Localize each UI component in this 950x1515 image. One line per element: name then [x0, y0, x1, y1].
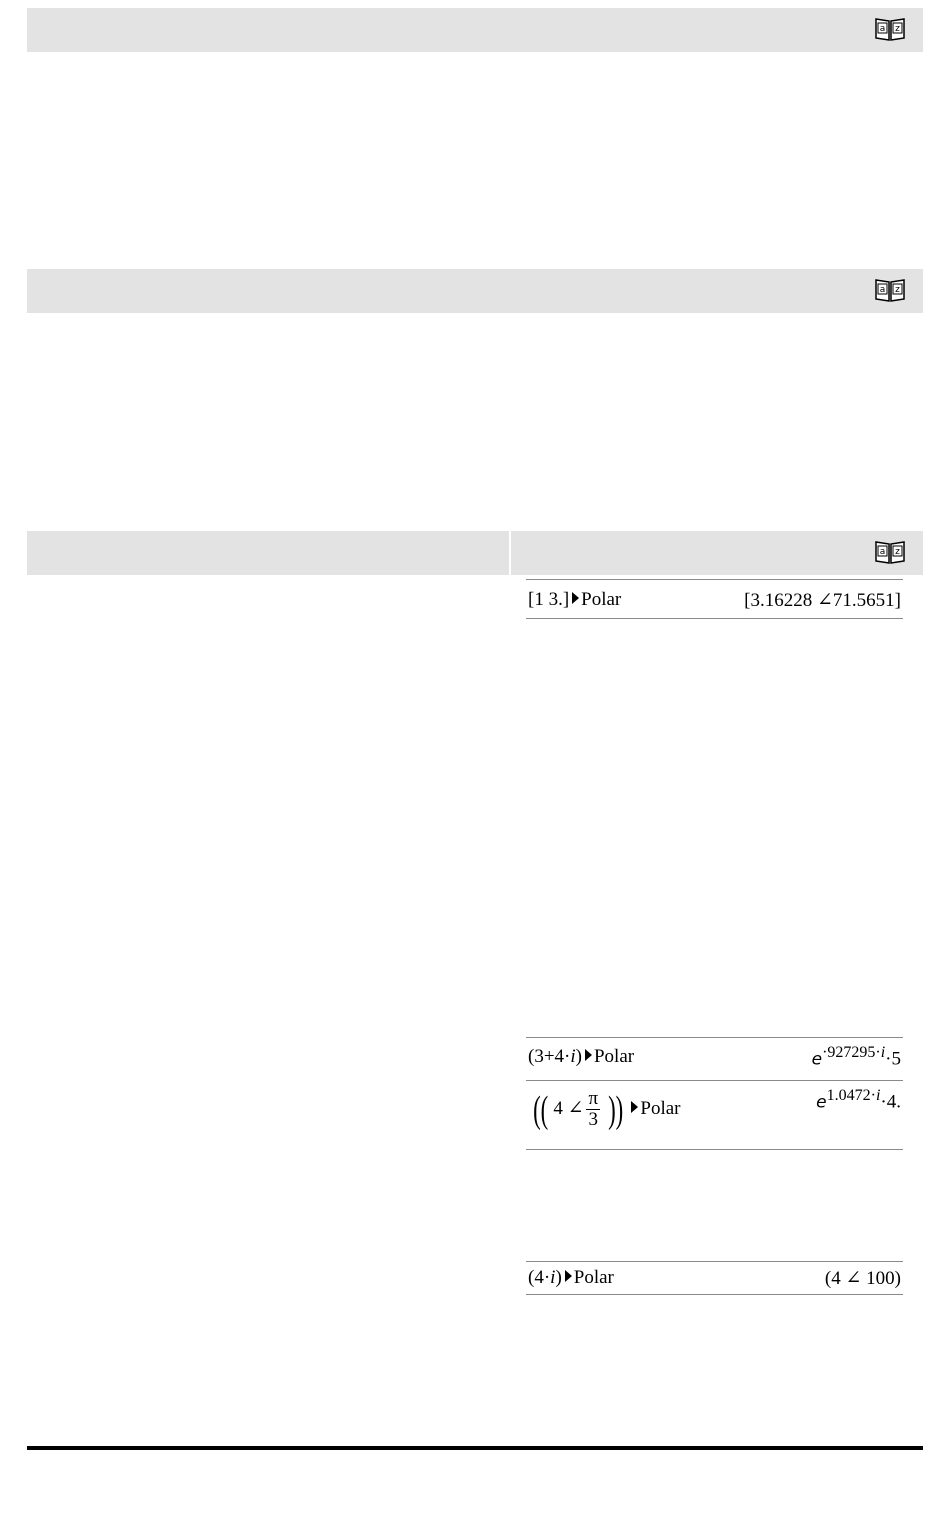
output-factor: ·4. — [880, 1091, 901, 1113]
polar-arrow-icon — [565, 1270, 572, 1282]
input-expression: (3+4· — [528, 1046, 571, 1067]
svg-text:z: z — [895, 24, 900, 34]
exponent: 1.0472· — [826, 1087, 876, 1104]
book-icon — [874, 277, 906, 303]
example-input — [528, 1267, 614, 1289]
example-row — [526, 1080, 903, 1150]
polar-arrow-icon — [631, 1101, 638, 1113]
exp-base: e — [816, 1092, 827, 1113]
imaginary-unit: i — [880, 1044, 886, 1061]
fraction — [586, 1089, 600, 1130]
polar-keyword: Polar — [593, 1046, 635, 1067]
example-row — [526, 1261, 903, 1295]
svg-text:z: z — [895, 547, 900, 557]
svg-text:a: a — [879, 24, 886, 34]
section-header-bar — [27, 8, 923, 52]
imaginary-unit: i — [570, 1046, 576, 1067]
imaginary-unit: i — [550, 1267, 556, 1288]
input-expression: (4· — [528, 1267, 551, 1288]
section-header-bar — [27, 531, 923, 575]
example-output: [3.16228 ∠71.5651] — [744, 590, 901, 611]
example-row — [526, 579, 903, 619]
exp-base: e — [811, 1049, 823, 1070]
svg-text:a: a — [879, 285, 886, 295]
open-paren: (( — [533, 1088, 549, 1131]
footer-rule — [27, 1446, 923, 1450]
example-input — [528, 1089, 681, 1130]
polar-arrow-icon — [585, 1049, 592, 1061]
svg-text:a: a — [879, 547, 886, 557]
example-output — [812, 1044, 901, 1070]
book-icon — [874, 539, 906, 565]
fraction-denominator: 3 — [588, 1109, 599, 1130]
input-expression: [1 3.] — [528, 589, 570, 610]
input-expression-close: ) — [555, 1267, 562, 1288]
example-row — [526, 1037, 903, 1081]
fraction-numerator: π — [588, 1088, 599, 1109]
polar-keyword: Polar — [640, 1097, 681, 1119]
example-input — [528, 1046, 634, 1068]
input-expression-close: ) — [575, 1046, 582, 1067]
close-paren: )) — [608, 1088, 624, 1131]
section-header-bar — [27, 269, 923, 313]
polar-keyword: Polar — [573, 1267, 614, 1288]
example-output: (4 ∠ 100) — [824, 1268, 901, 1289]
column-divider — [509, 531, 511, 575]
polar-keyword: Polar — [581, 589, 622, 610]
output-factor: ·5 — [885, 1048, 901, 1070]
svg-text:z: z — [895, 285, 900, 295]
book-icon — [874, 16, 906, 42]
input-expression: 4 ∠ — [553, 1097, 584, 1119]
imaginary-unit: i — [875, 1087, 881, 1104]
example-output — [816, 1087, 901, 1113]
example-input — [528, 589, 621, 611]
exponent: ·927295· — [822, 1044, 881, 1061]
polar-arrow-icon — [572, 592, 579, 604]
